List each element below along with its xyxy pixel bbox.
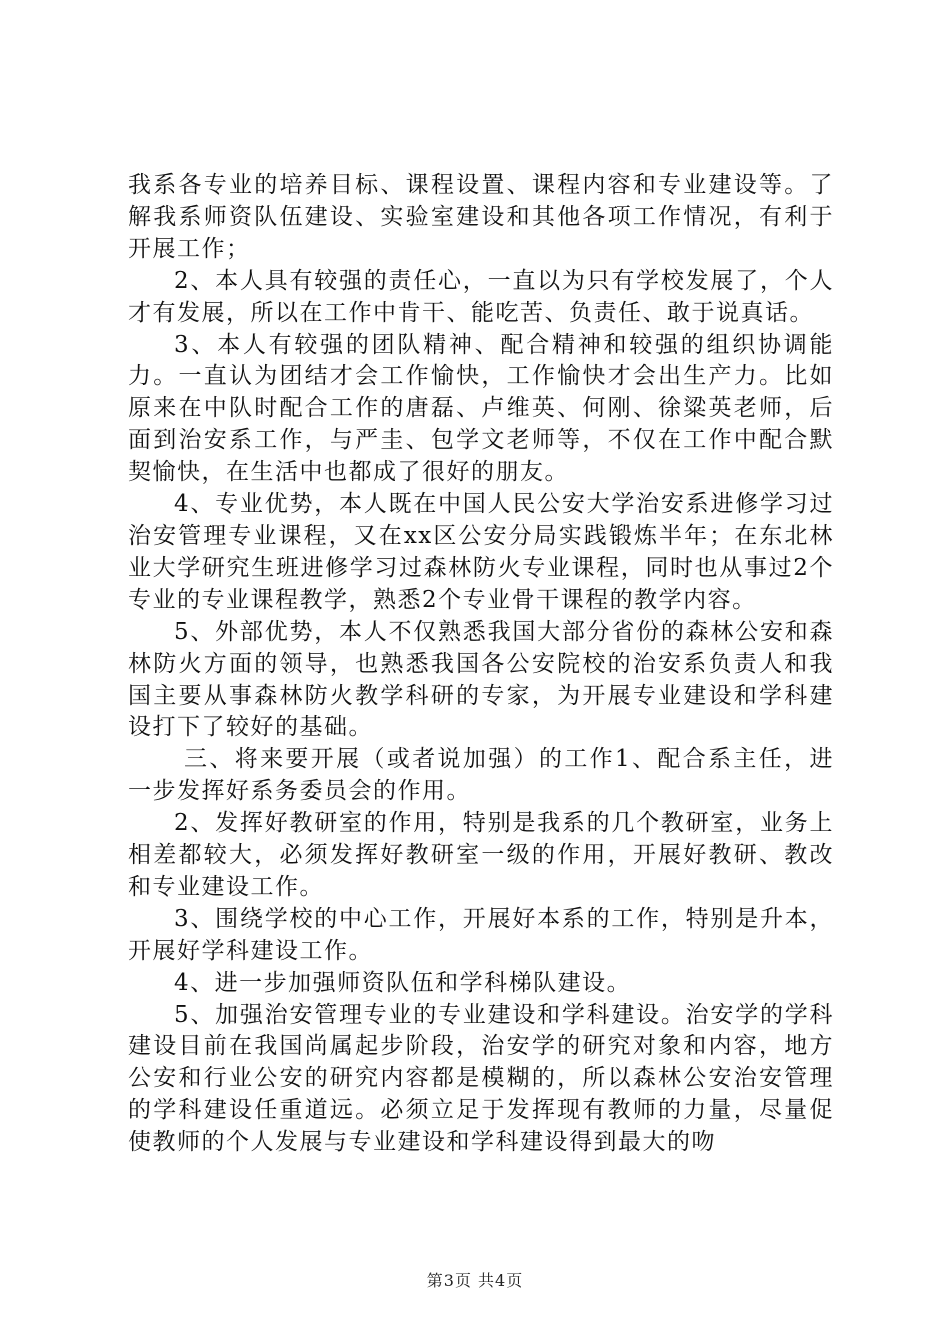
paragraph-item-2: 2、本人具有较强的责任心，一直以为只有学校发展了，个人才有发展，所以在工作中肯干、能吃苦、负责任、敢于说真话。 — [128, 267, 834, 326]
paragraph-continuation: 我系各专业的培养目标、课程设置、课程内容和专业建设等。了解我系师资队伍建设、实验室建设和其他各项工作情况，有利于开展工作； — [128, 172, 834, 262]
page-number-footer: 第3页 共4页 — [426, 1271, 524, 1290]
paragraph-item-4: 4、专业优势，本人既在中国人民公安大学治安系进修学习过治安管理专业课程，又在xx区公安分局实践锻炼半年；在东北林业大学研究生班进修学习过森林防火专业课程，同时也从事过2个专业的专业课程教学，熟悉2个专业骨干课程的教学内容。 — [128, 491, 834, 613]
paragraph-plan-4: 4、进一步加强师资队伍和学科梯队建设。 — [174, 969, 632, 996]
paragraph-plan-2: 2、发挥好教研室的作用，特别是我系的几个教研室，业务上相差都较大，必须发挥好教研室一级的作用，开展好教研、教改和专业建设工作。 — [128, 810, 834, 900]
paragraph-plan-5: 5、加强治安管理专业的专业建设和学科建设。治安学的学科建设目前在我国尚属起步阶段，治安学的研究对象和内容，地方公安和行业公安的研究内容都是模糊的，所以森林公安治安管理的学科建设任重道远。必须立足于发挥现有教师的力量，尽量促使教师的个人发展与专业建设和学科建设得到最大的吻 — [128, 1001, 834, 1156]
section-three-heading-paragraph: 三、将来要开展（或者说加强）的工作1、配合系主任，进一步发挥好系务委员会的作用。 — [128, 746, 834, 805]
document-body — [128, 170, 834, 1159]
paragraph-plan-3: 3、围绕学校的中心工作，开展好本系的工作，特别是升本，开展好学科建设工作。 — [128, 905, 834, 964]
paragraph-item-5: 5、外部优势，本人不仅熟悉我国大部分省份的森林公安和森林防火方面的领导，也熟悉我国各公安院校的治安系负责人和我国主要从事森林防火教学科研的专家，为开展专业建设和学科建设打下了较好的基础。 — [128, 618, 834, 741]
paragraph-item-3: 3、本人有较强的团队精神、配合精神和较强的组织协调能力。一直认为团结才会工作愉快，工作愉快才会出生产力。比如原来在中队时配合工作的唐磊、卢维英、何刚、徐粱英老师，后面到治安系工作，与严圭、包学文老师等，不仅在工作中配合默契愉快，在生活中也都成了很好的朋友。 — [128, 331, 834, 486]
